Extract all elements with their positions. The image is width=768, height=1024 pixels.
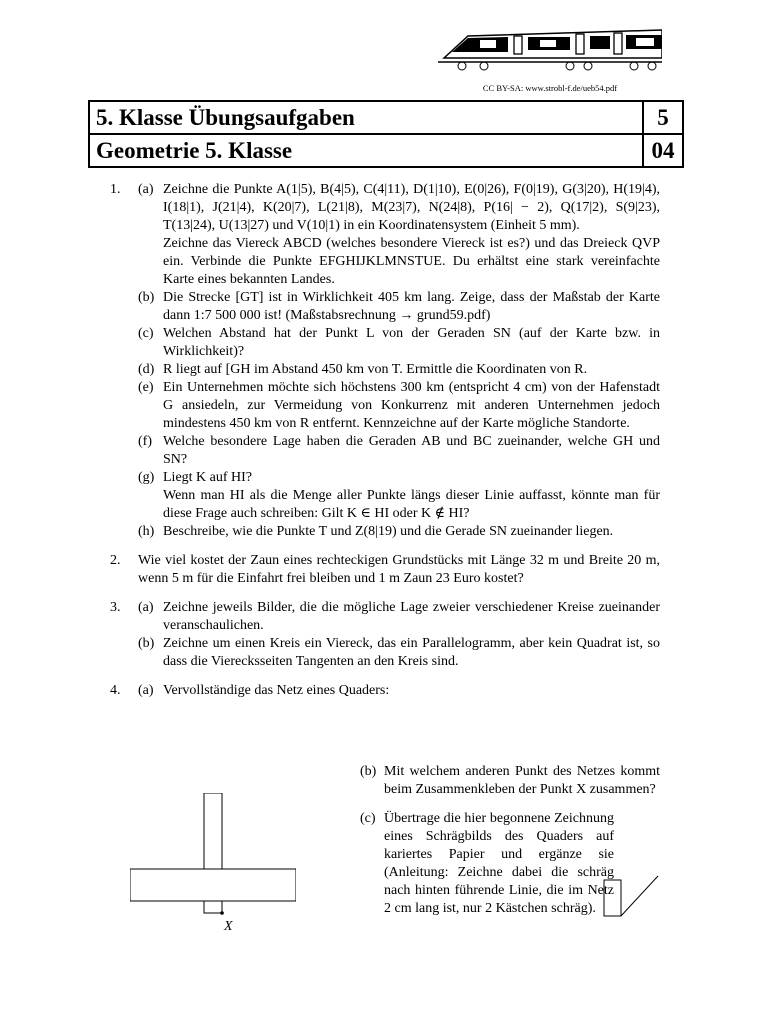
subtask-text: Übertrage die hier begonnene Zeichnung eines Schrägbilds des Quaders auf kariertes Papier und ergänze sie (Anleitung: Zeichne dabei die schräg nach hinten führende Linie, die im Netz 2 cm lang ist, nur 2 Kästchen schräg).	[384, 811, 614, 916]
subtask-text: Welche besondere Lage haben die Geraden AB und BC zueinander, welche GH und SN?	[163, 434, 660, 467]
subtask-text: Wenn man HI als die Menge aller Punkte längs dieser Linie auffasst, könnte man für diese Frage auch schreiben: Gilt K ∈ HI oder K ∉ HI?	[163, 488, 660, 521]
subtask-text: Zeichne das Viereck ABCD (welches besondere Viereck ist es?) und das Dreieck QVP ein. Verbinde die Punkte EFGHIJKLMNSTUE. Du erhältst eine stark vereinfachte Karte eines bekannten Landes.	[163, 236, 660, 287]
subtask-text: Mit welchem anderen Punkt des Netzes kommt beim Zusammenkleben der Punkt X zusammen?	[384, 764, 660, 797]
problem-number: 3.	[110, 600, 121, 615]
subtask-text: Ein Unternehmen möchte sich höchstens 300 km (entspricht 4 cm) von der Hafenstadt G ansiedeln, zur Vermeidung von Konkurrenz mit anderen Unternehmen jedoch mindestens 450 km von R entfernt. Kennzeichne auf der Karte mögliche Standorte.	[163, 380, 660, 431]
license-text: CC BY-SA: www.strobl-f.de/ueb54.pdf	[482, 83, 618, 93]
subtask-label: (a)	[138, 683, 154, 698]
subtask-label: (a)	[138, 600, 154, 615]
subtask-label: (b)	[360, 764, 377, 779]
subtask-4c	[360, 810, 614, 918]
subtask-1b	[138, 289, 660, 325]
header-title: 5. Klasse Übungsaufgaben	[96, 105, 355, 130]
subtask-text: Zeichne die Punkte A(1|5), B(4|5), C(4|11), D(1|10), E(0|26), F(0|19), G(3|20), H(19|4), I(18|1), J(21|4), K(20|7), L(21|8), M(23|7), N(24|8), P(16| − 2), Q(17|2), S(9|23), T(13|24), U(13|27) und V(10|1) in ein Koordinatensystem (Einheit 5 mm).	[163, 182, 660, 233]
subtask-1a	[138, 181, 660, 289]
subtask-text: Liegt K auf HI?	[163, 470, 253, 485]
problem-text: Wie viel kostet der Zaun eines rechteckigen Grundstücks mit Länge 32 m und Breite 20 m, wenn 5 m für die Einfahrt frei bleiben und 1 m Zaun 23 Euro kostet?	[138, 553, 660, 586]
problem-2	[110, 552, 660, 588]
subtask-4a	[138, 682, 660, 700]
subtask-1f	[138, 433, 660, 469]
exercise-list	[110, 181, 660, 700]
subtask-label: (a)	[138, 182, 154, 197]
subtask-1g	[138, 469, 660, 523]
subtask-label: (c)	[360, 811, 376, 826]
subtask-label: (g)	[138, 470, 155, 485]
subtask-1d	[138, 361, 660, 379]
oblique-sketch-figure	[603, 875, 659, 917]
header-grade: 5	[642, 102, 682, 133]
subtask-text: Zeichne jeweils Bilder, die die mögliche Lage zweier verschiedener Kreise zueinander veranschaulichen.	[163, 600, 660, 633]
problem-number: 2.	[110, 553, 121, 568]
header-box	[88, 100, 684, 168]
subtask-label: (b)	[138, 290, 155, 305]
subtask-label: (d)	[138, 362, 155, 377]
subtask-1h	[138, 523, 660, 541]
problem-number: 4.	[110, 683, 121, 698]
cuboid-net-figure	[130, 793, 296, 935]
subtask-label: (b)	[138, 636, 155, 651]
problem-1	[110, 181, 660, 541]
subtask-3a	[138, 599, 660, 635]
subtask-text: Vervollständige das Netz eines Quaders:	[163, 683, 390, 698]
subtask-text: Beschreibe, wie die Punkte T und Z(8|19) und die Gerade SN zueinander liegen.	[163, 524, 614, 539]
header-sheet-number: 04	[642, 135, 682, 166]
subtask-label: (c)	[138, 326, 154, 341]
problem-number: 1.	[110, 182, 121, 197]
subtask-label: (e)	[138, 380, 154, 395]
point-x-label: X	[224, 919, 233, 934]
subtask-label: (f)	[138, 434, 152, 449]
subtask-text: Zeichne um einen Kreis ein Viereck, das ein Parallelogramm, aber kein Quadrat ist, so dass die Vierecksseiten Tangenten an den Kreis sind.	[163, 636, 660, 669]
problem-3	[110, 599, 660, 671]
subtask-1e	[138, 379, 660, 433]
subtask-text: Die Strecke [GT] ist in Wirklichkeit 405 km lang. Zeige, dass der Maßstab der Karte dann 1:7 500 000 ist! (Maßstabsrechnung → grund59.pdf)	[163, 290, 660, 323]
subtask-3b	[138, 635, 660, 671]
train-logo	[438, 22, 662, 78]
problem-4	[110, 682, 660, 700]
subtask-label: (h)	[138, 524, 155, 539]
header-subtitle: Geometrie 5. Klasse	[96, 138, 293, 163]
subtask-4b	[360, 763, 660, 799]
subtask-1c	[138, 325, 660, 361]
subtask-text: Welchen Abstand hat der Punkt L von der Geraden SN (auf der Karte bzw. in Wirklichkeit)?	[163, 326, 660, 359]
subtask-text: R liegt auf [GH im Abstand 450 km von T. Ermittle die Koordinaten von R.	[163, 362, 588, 377]
